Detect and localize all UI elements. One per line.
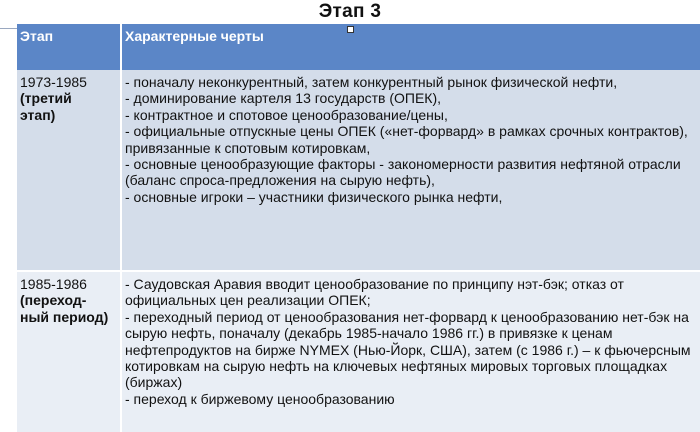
stage-cell [17,271,121,432]
feature-line: - основные ценообразующие факторы - закономерности развития нефтяной отрасли (баланс спроса-предложения на сырую нефть), [125,156,681,189]
feature-line: - контрактное и спотовое ценообразование/цены, [125,106,448,123]
stage-period: 1985-1986 [20,276,87,292]
stage-cell [17,70,121,271]
table-row [17,70,700,271]
title-underline [0,28,17,29]
header-stage: Этап [17,24,121,70]
feature-line: - доминирование картеля 13 государств (ОПЕК), [125,90,442,107]
features-cell [121,271,700,432]
table-header-row [17,24,700,70]
header-features: Характерные черты [121,24,700,70]
feature-line: - основные игроки – участники физического рынка нефти, [125,188,503,205]
feature-line: - поначалу неконкурентный, затем конкурентный рынок физической нефти, [125,74,618,90]
feature-line: - переходный период от ценообразования нет-форвард к ценообразованию нет-бэк на сырую нефть, поначалу (декабрь 1985-начало 1986 гг.) в привязке к ценам нефтепродуктов на бирже NYMEX (Нью-Йорк, США), затем (с 1986 г.) – к фьючерсным котировкам на сырую нефть на ключевых нефтяных мировых торговых площадках (биржах) [125,308,691,391]
table-row [17,271,700,432]
stage-period: 1973-1985 [20,74,87,90]
features-cell [121,70,700,271]
feature-line: - официальные отпускные цены ОПЕК («нет-форвард» в рамках срочных контрактов), привязанные к спотовым котировкам, [125,123,688,156]
stage-label: (третий этап) [20,90,72,123]
feature-line: - Саудовская Аравия вводит ценообразование по принципу нэт-бэк; отказ от официальных цен реализации ОПЕК; [125,276,624,309]
stage-label: (переход- ный период) [20,292,109,325]
feature-line: - переход к биржевому ценообразованию [125,390,395,407]
slide-title: Этап 3 [318,1,382,22]
selection-handle[interactable] [347,26,354,33]
stages-table [17,24,700,432]
